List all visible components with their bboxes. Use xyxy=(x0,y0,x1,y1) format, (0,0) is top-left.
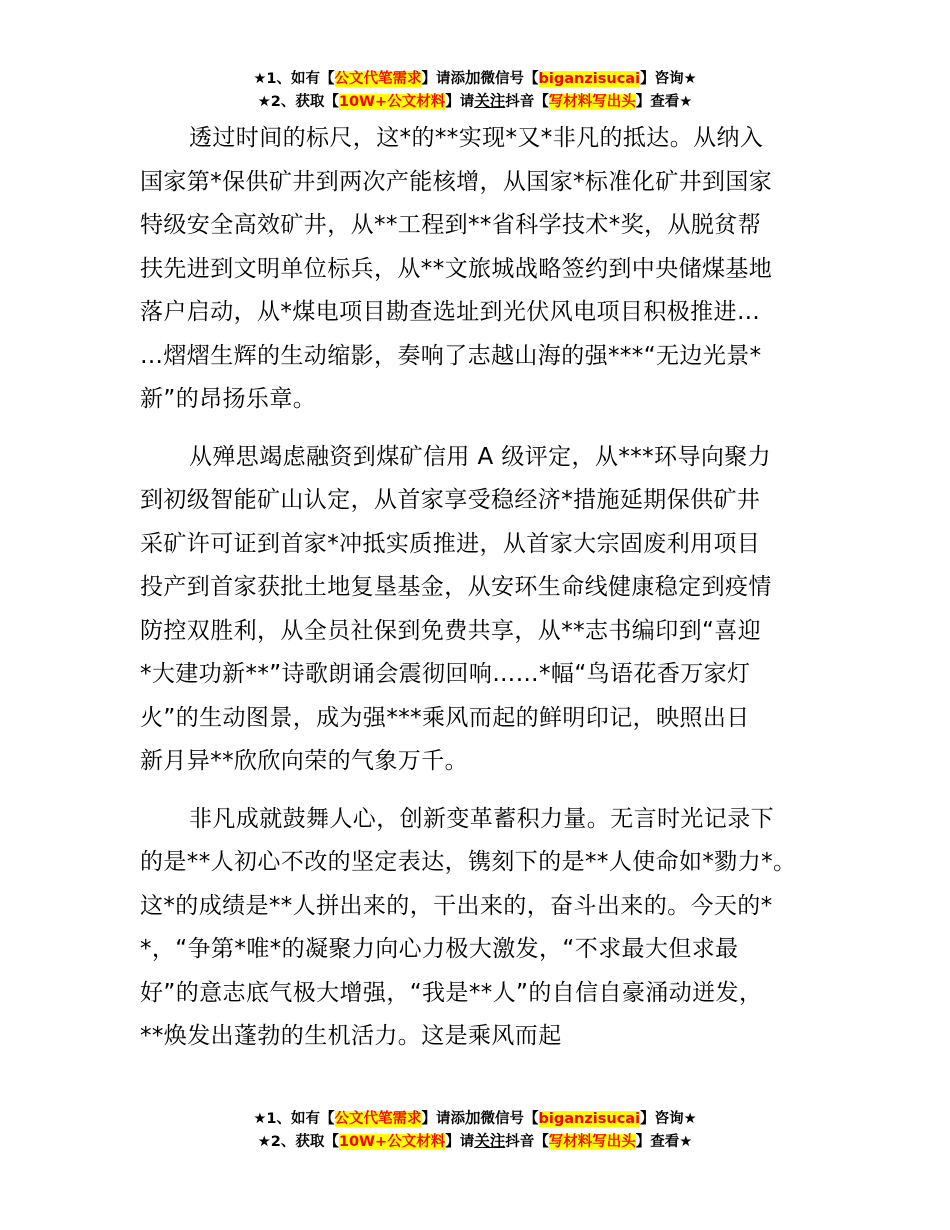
banner-text: ★2、获取【 xyxy=(257,1134,339,1150)
highlight-materials: 10W+公文材料 xyxy=(338,94,446,110)
highlight-douyin-account: 写材料写出头 xyxy=(548,1134,636,1150)
banner-text: 加 xyxy=(465,69,481,87)
text-line: 国家第*保供矿井到两次产能核增，从国家*标准化矿井到国家 xyxy=(140,168,773,195)
text-line: 特级安全高效矿井，从**工程到**省科学技术*奖，从脱贫帮 xyxy=(140,212,762,238)
banner-text: 】请 xyxy=(445,1134,475,1150)
banner-line-2 xyxy=(0,90,950,113)
banner-text: 关注 xyxy=(474,1132,506,1150)
banner-text: 抖音【 xyxy=(505,1134,549,1150)
banner-line-1 xyxy=(0,1107,950,1130)
text-line: *，“争第*唯*的凝聚力向心力极大激发，“不求最大但求最 xyxy=(140,936,739,962)
text-line: 防控双胜利，从全员社保到免费共享，从**志书编印到“喜迎 xyxy=(140,617,762,644)
text-line: 新月异**欣欣向荣的气象万千。 xyxy=(140,748,468,774)
banner-text: 】请 xyxy=(445,94,475,110)
paragraph-1 xyxy=(140,117,840,422)
text-line: 新”的昂扬乐章。 xyxy=(140,386,317,412)
footer-banner xyxy=(0,1107,950,1153)
highlight-materials: 10W+公文材料 xyxy=(338,1134,446,1150)
banner-text: ★1、如有【 xyxy=(253,1111,335,1127)
banner-text: 】请添 xyxy=(421,1111,465,1127)
banner-text: 微信号【 xyxy=(480,71,539,87)
highlight-service: 公文代笔需求 xyxy=(334,71,422,87)
text-line: 的是**人初心不改的坚定表达，镌刻下的是**人使命如*勠力*。 xyxy=(140,849,797,875)
text-line: 落户启动，从*煤电项目勘查选址到光伏风电项目积极推进… xyxy=(140,299,761,325)
text-line: 透过时间的标尺，这*的**实现*又*非凡的抵达。从纳入 xyxy=(189,125,764,151)
paragraph-3 xyxy=(140,798,840,1059)
document-body xyxy=(140,117,840,1073)
banner-line-2 xyxy=(0,1130,950,1153)
text-line: **焕发出蓬勃的生机活力。这是乘风而起 xyxy=(140,1023,562,1049)
text-line: *大建功新**”诗歌朗诵会震彻回响……*幅“鸟语花香万家灯 xyxy=(140,661,751,687)
text-line: 好”的意志底气极大增强，“我是**人”的自信自豪涌动迸发， xyxy=(140,979,763,1006)
banner-text: ★1、如有【 xyxy=(253,71,335,87)
text-line: 到初级智能矿山认定，从首家享受稳经济*措施延期保供矿井 xyxy=(140,487,761,513)
text-line: 非凡成就鼓舞人心，创新变革蓄积力量。无言时光记录下 xyxy=(189,805,774,832)
banner-text: 加 xyxy=(465,1109,481,1127)
banner-text: 】查看★ xyxy=(635,94,693,110)
text-line: 火”的生动图景，成为强***乘风而起的鲜明印记，映照出日 xyxy=(140,704,750,731)
highlight-douyin-account: 写材料写出头 xyxy=(548,94,636,110)
text-line: 从殚思竭虑融资到煤矿信用 A 级评定，从***环导向聚力 xyxy=(189,443,772,470)
highlight-service: 公文代笔需求 xyxy=(334,1111,422,1127)
banner-text: 】请添 xyxy=(421,71,465,87)
text-line: 这*的成绩是**人拼出来的，干出来的，奋斗出来的。今天的* xyxy=(140,892,773,919)
header-banner xyxy=(0,67,950,113)
banner-text: 】咨询★ xyxy=(640,71,697,87)
highlight-wechat-id: biganzisucai xyxy=(538,1111,641,1127)
banner-text: 微信号【 xyxy=(480,1111,539,1127)
banner-text: 】咨询★ xyxy=(640,1111,697,1127)
banner-text: 】查看★ xyxy=(635,1134,693,1150)
banner-text: 抖音【 xyxy=(505,94,549,110)
paragraph-2 xyxy=(140,436,840,784)
text-line: …熠熠生辉的生动缩影，奏响了志越山海的强***“无边光景* xyxy=(140,342,762,369)
text-line: 扶先进到文明单位标兵，从**文旅城战略签约到中央储煤基地 xyxy=(140,255,773,282)
banner-line-1 xyxy=(0,67,950,90)
text-line: 采矿许可证到首家*冲抵实质推进，从首家大宗固废利用项目 xyxy=(140,530,761,557)
banner-text: 关注 xyxy=(474,92,506,110)
highlight-wechat-id: biganzisucai xyxy=(538,71,641,87)
text-line: 投产到首家获批土地复垦基金，从安环生命线健康稳定到疫情 xyxy=(140,574,772,600)
banner-text: ★2、获取【 xyxy=(257,94,339,110)
